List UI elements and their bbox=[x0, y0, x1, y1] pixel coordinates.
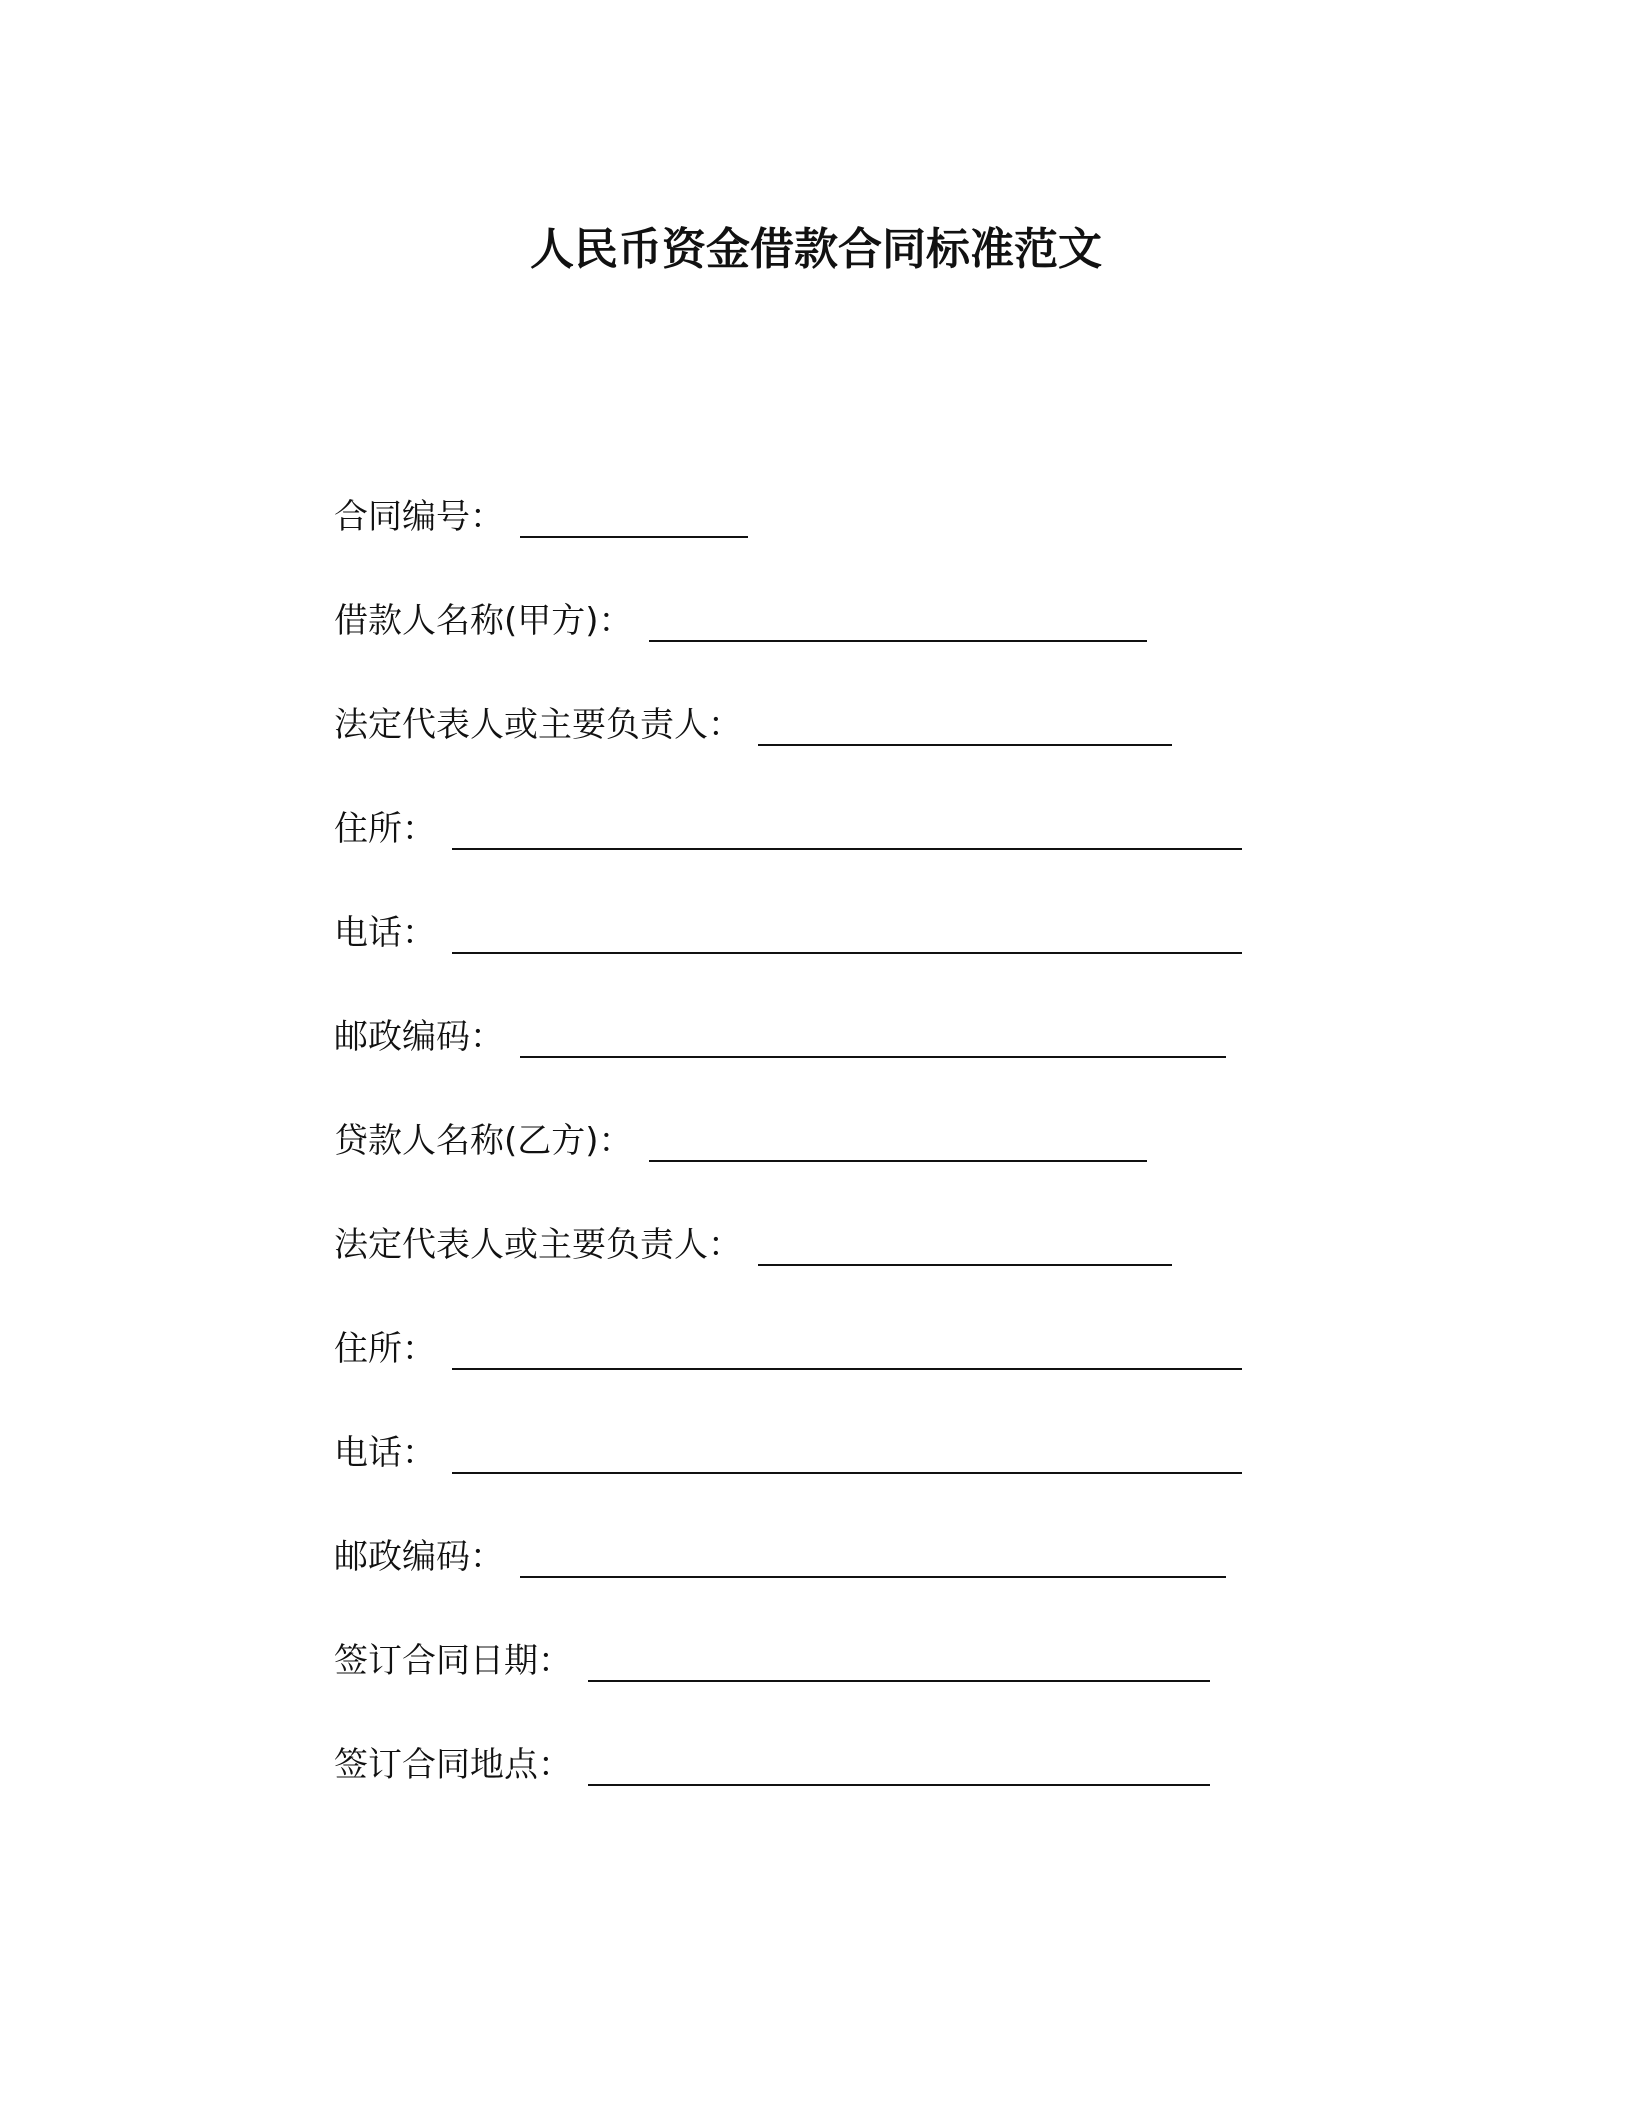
field-lender-representative bbox=[334, 1220, 1334, 1324]
fill-in-blank bbox=[758, 744, 1172, 746]
document-title: 人民币资金借款合同标准范文 bbox=[530, 224, 1102, 275]
field-label: 贷款人名称(乙方)： bbox=[334, 1121, 633, 1161]
field-lender-phone bbox=[334, 1428, 1334, 1532]
field-lender-postcode bbox=[334, 1532, 1334, 1636]
field-label: 签订合同地点： bbox=[334, 1745, 572, 1785]
fill-in-blank bbox=[452, 848, 1242, 850]
field-signing-place bbox=[334, 1740, 1334, 1844]
fill-in-blank bbox=[520, 536, 748, 538]
fill-in-blank bbox=[452, 1368, 1242, 1370]
field-borrower-address bbox=[334, 804, 1334, 908]
field-label: 住所： bbox=[334, 1329, 436, 1369]
field-label: 邮政编码： bbox=[334, 1017, 504, 1057]
field-borrower-phone bbox=[334, 908, 1334, 1012]
field-label: 法定代表人或主要负责人： bbox=[334, 1225, 742, 1265]
field-label: 法定代表人或主要负责人： bbox=[334, 705, 742, 745]
fill-in-blank bbox=[588, 1680, 1210, 1682]
fill-in-blank bbox=[452, 1472, 1242, 1474]
field-label: 邮政编码： bbox=[334, 1537, 504, 1577]
field-label: 签订合同日期： bbox=[334, 1641, 572, 1681]
field-lender-name bbox=[334, 1116, 1334, 1220]
field-borrower-postcode bbox=[334, 1012, 1334, 1116]
fill-in-blank bbox=[649, 1160, 1147, 1162]
field-signing-date bbox=[334, 1636, 1334, 1740]
fill-in-blank bbox=[520, 1576, 1226, 1578]
field-label: 借款人名称(甲方)： bbox=[334, 601, 633, 641]
contract-field-list bbox=[334, 492, 1334, 1844]
field-contract-number bbox=[334, 492, 1334, 596]
fill-in-blank bbox=[452, 952, 1242, 954]
field-label: 电话： bbox=[334, 913, 436, 953]
fill-in-blank bbox=[520, 1056, 1226, 1058]
field-label: 住所： bbox=[334, 809, 436, 849]
field-borrower-representative bbox=[334, 700, 1334, 804]
field-lender-address bbox=[334, 1324, 1334, 1428]
field-borrower-name bbox=[334, 596, 1334, 700]
fill-in-blank bbox=[758, 1264, 1172, 1266]
field-label: 电话： bbox=[334, 1433, 436, 1473]
fill-in-blank bbox=[588, 1784, 1210, 1786]
field-label: 合同编号： bbox=[334, 497, 504, 537]
fill-in-blank bbox=[649, 640, 1147, 642]
